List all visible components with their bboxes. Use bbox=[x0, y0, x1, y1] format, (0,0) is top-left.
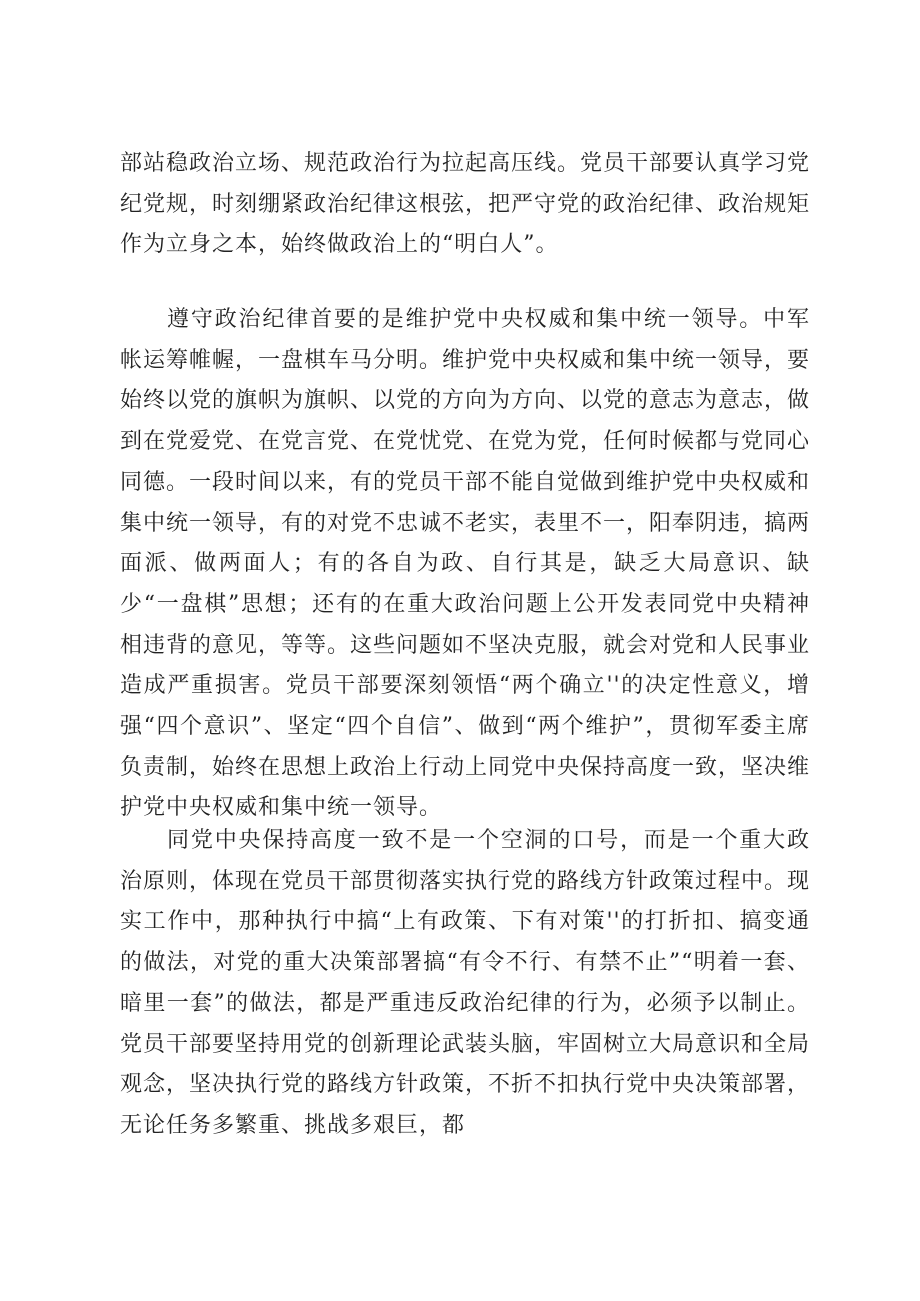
paragraph-1: 部站稳政治立场、规范政治行为拉起高压线。党员干部要认真学习党纪党规，时刻绷紧政治纪律这根弦，把严守党的政治纪律、政治规矩作为立身之本，始终做政治上的“明白人”。 bbox=[120, 151, 811, 258]
paragraph-3: 同党中央保持高度一致不是一个空洞的口号，而是一个重大政治原则，体现在党员干部贯彻落实执行党的路线方针政策过程中。现实工作中，那种执行中搞“上有政策、下有对策''的打折扣、搞变通的做法，对党的重大决策部署搞“有令不行、有禁不止”“明着一套、暗里一套”的做法，都是严重违反政治纪律的行为，必须予以制止。党员干部要坚持用党的创新理论武装头脑，牢固树立大局意识和全局观念，坚决执行党的路线方针政策，不折不扣执行党中央决策部署，无论任务多繁重、挑战多艰巨，都 bbox=[120, 828, 811, 1138]
paragraph-2: 遵守政治纪律首要的是维护党中央权威和集中统一领导。中军帐运筹帷幄，一盘棋车马分明。维护党中央权威和集中统一领导，要始终以党的旗帜为旗帜、以党的方向为方向、以党的意志为意志，做到在党爱党、在党言党、在党忧党、在党为党，任何时候都与党同心同德。一段时间以来，有的党员干部不能自觉做到维护党中央权威和集中统一领导，有的对党不忠诚不老实，表里不一，阳奉阴违，搞两面派、做两面人；有的各自为政、自行其是，缺乏大局意识、缺少“一盘棋”思想；还有的在重大政治问题上公开发表同党中央精神相违背的意见，等等。这些问题如不坚决克服，就会对党和人民事业造成严重损害。党员干部要深刻领悟“两个确立''的决定性意义，增强“四个意识”、坚定“四个自信”、做到“两个维护”，贯彻军委主席负责制，始终在思想上政治上行动上同党中央保持高度一致，坚决维护党中央权威和集中统一领导。 bbox=[120, 307, 811, 821]
